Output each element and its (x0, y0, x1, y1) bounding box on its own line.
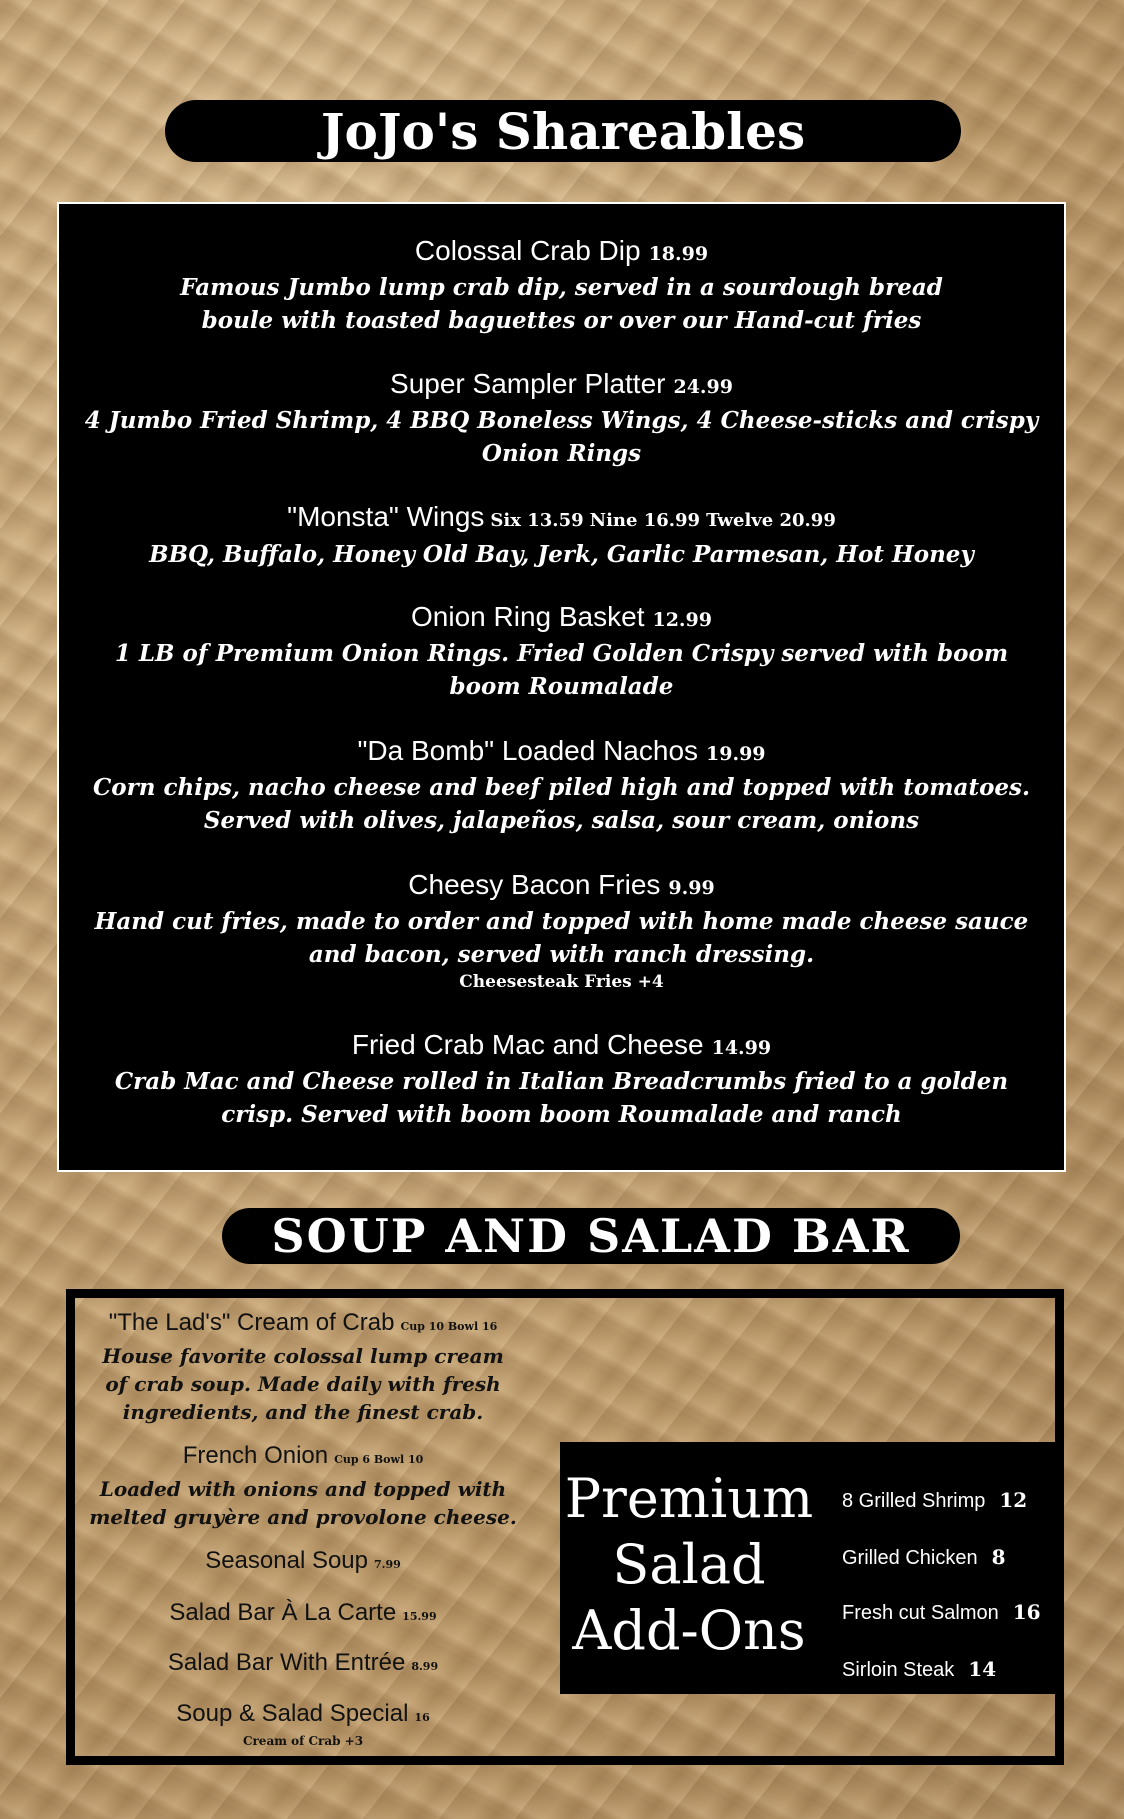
shareables-title: JoJo's Shareables (320, 101, 806, 161)
addons-title-line: Add-Ons (572, 1599, 806, 1662)
soup-price: Cup 10 Bowl 16 (400, 1320, 498, 1333)
soup-name: Seasonal Soup (205, 1547, 368, 1574)
addon-price: 8 (991, 1545, 1006, 1569)
item-price: 9.99 (668, 877, 715, 899)
soup-item-salad-bar-a-la-carte (78, 1598, 528, 1632)
addon-fresh-cut-salmon (842, 1600, 1041, 1625)
item-price-nine: Nine 16.99 (589, 510, 701, 531)
soup-item-seasonal-soup (78, 1546, 528, 1580)
soup-name: Salad Bar À La Carte (169, 1599, 397, 1626)
soup-item-salad-bar-with-entree (78, 1648, 528, 1682)
addon-name: Sirloin Steak (842, 1659, 955, 1681)
item-description: Famous Jumbo lump crab dip, served in a sourdough bread boule with toasted baguettes or over our Hand-cut fries (180, 274, 943, 334)
soup-name: Soup & Salad Special (176, 1700, 409, 1727)
menu-item-da-bomb-loaded-nachos (59, 734, 1064, 837)
item-name: Fried Crab Mac and Cheese (351, 1029, 704, 1060)
soup-item-soup-salad-special (78, 1699, 528, 1749)
soup-name: Salad Bar With Entrée (167, 1649, 406, 1676)
soup-description: Loaded with onions and topped with melted gruyère and provolone cheese. (89, 1477, 517, 1529)
item-name: "Da Bomb" Loaded Nachos (357, 735, 699, 766)
soup-price: 8.99 (411, 1660, 439, 1673)
addon-price: 12 (999, 1488, 1028, 1512)
item-description: BBQ, Buffalo, Honey Old Bay, Jerk, Garlic Parmesan, Hot Honey (149, 541, 974, 568)
item-name: Cheesy Bacon Fries (408, 869, 661, 900)
item-name: Onion Ring Basket (411, 601, 645, 632)
item-price: 19.99 (706, 743, 766, 765)
addon-grilled-shrimp (842, 1488, 1027, 1513)
soup-name: French Onion (182, 1442, 329, 1469)
item-price: 18.99 (648, 243, 709, 265)
soup-price: 16 (414, 1711, 430, 1724)
shareables-panel (57, 202, 1066, 1172)
menu-item-onion-ring-basket (59, 600, 1064, 703)
menu-item-super-sampler-platter (59, 367, 1064, 470)
soup-note: Cream of Crab +3 (242, 1734, 364, 1748)
soup-price: Cup 6 Bowl 10 (334, 1453, 424, 1466)
addons-title-line: Salad (612, 1533, 766, 1596)
addon-grilled-chicken (842, 1545, 1006, 1570)
addon-name: 8 Grilled Shrimp (842, 1490, 986, 1512)
item-description: 4 Jumbo Fried Shrimp, 4 BBQ Boneless Wings, 4 Cheese-sticks and crispy Onion Rings (84, 407, 1039, 467)
menu-item-cheesy-bacon-fries (59, 868, 1064, 993)
menu-item-fried-crab-mac-and-cheese (59, 1028, 1064, 1131)
addon-sirloin-steak (842, 1657, 996, 1682)
item-description: 1 LB of Premium Onion Rings. Fried Golden Crispy served with boom boom Roumalade (114, 640, 1009, 700)
soup-price: 7.99 (374, 1558, 401, 1571)
item-price: 24.99 (673, 376, 733, 398)
soup-salad-title-banner (222, 1208, 960, 1264)
item-description: Hand cut fries, made to order and topped with home made cheese sauce and bacon, served with ranch dressing. (94, 908, 1029, 968)
shareables-title-banner (165, 100, 961, 162)
item-price: 14.99 (711, 1037, 772, 1059)
item-description: Corn chips, nacho cheese and beef piled high and topped with tomatoes. Served with olives, jalapeños, salsa, sour cream, onions (92, 774, 1030, 834)
menu-item-colossal-crab-dip (59, 234, 1064, 337)
item-description: Crab Mac and Cheese rolled in Italian Breadcrumbs fried to a golden crisp. Served with boom boom Roumalade and ranch (114, 1068, 1009, 1128)
addon-price: 14 (968, 1657, 997, 1681)
item-price-twelve: Twelve 20.99 (706, 510, 836, 531)
soup-salad-title: SOUP AND SALAD BAR (271, 1209, 911, 1263)
addon-price: 16 (1012, 1600, 1041, 1624)
soup-name: "The Lad's" Cream of Crab (108, 1309, 395, 1336)
premium-salad-addons-panel (560, 1442, 1056, 1694)
soup-item-cream-of-crab (78, 1308, 528, 1426)
addon-name: Fresh cut Salmon (842, 1602, 999, 1624)
soup-price: 15.99 (402, 1610, 437, 1623)
item-price-six: Six 13.59 (490, 510, 584, 531)
item-note: Cheesesteak Fries +4 (459, 972, 664, 992)
item-name: Super Sampler Platter (390, 368, 666, 399)
soup-item-french-onion (78, 1441, 528, 1531)
addon-name: Grilled Chicken (842, 1547, 978, 1569)
item-price: 12.99 (652, 609, 712, 631)
addons-title (560, 1466, 818, 1664)
item-name: "Monsta" Wings (287, 501, 485, 532)
addons-title-line: Premium (564, 1467, 814, 1530)
item-name: Colossal Crab Dip (414, 235, 641, 266)
menu-item-monsta-wings (59, 500, 1064, 571)
soup-description: House favorite colossal lump cream of crab soup. Made daily with fresh ingredients, and the finest crab. (102, 1344, 504, 1424)
